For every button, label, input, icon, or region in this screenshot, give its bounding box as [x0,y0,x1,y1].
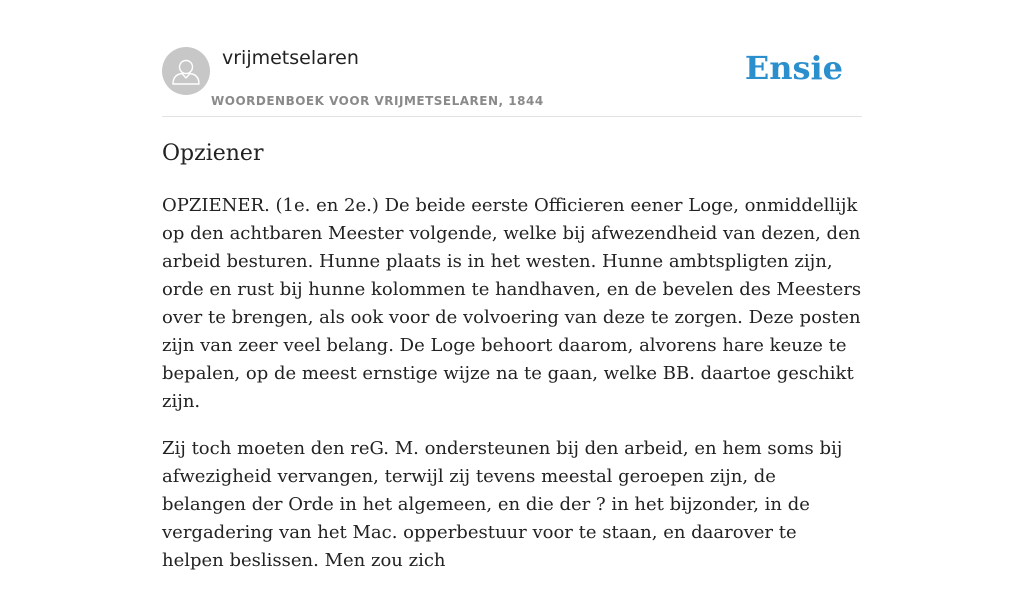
article-paragraph: OPZIENER. (1e. en 2e.) De beide eerste Officieren eener Loge, onmiddellijk op den achtbaren Meester volgende, welke bij afwezendheid van dezen, den arbeid besturen. Hunne plaats is in het westen. Hunne ambtspligten zijn, orde en rust bij hunne kolommen te handhaven, en de bevelen des Meesters over te brengen, als ook voor de volvoering van deze te zorgen. Deze posten zijn van zeer veel belang. De Loge behoort daarom, alvorens hare keuze te bepalen, op de meest ernstige wijze na te gaan, welke BB. daartoe geschikt zijn. [162,195,862,412]
article-header [162,0,862,117]
user-silhouette-icon [162,47,210,95]
article-body [162,192,862,594]
article-container [162,0,862,571]
article-title: Opziener [162,141,264,166]
source-label[interactable]: WOORDENBOEK VOOR VRIJMETSELAREN, 1844 [211,94,544,108]
ensie-logo[interactable]: Ensie [744,49,843,87]
avatar[interactable] [162,47,210,95]
author-link[interactable]: vrijmetselaren [222,47,359,69]
article-paragraph: Zij toch moeten den reG. M. ondersteunen bij den arbeid, en hem soms bij afwezigheid vervangen, terwijl zij tevens meestal geroepen zijn, de belangen der Orde in het algemeen, en die der ? in het bijzonder, in de vergadering van het Mac. opperbestuur voor te staan, en daarover te helpen beslissen. Men zou zich [162,438,843,571]
